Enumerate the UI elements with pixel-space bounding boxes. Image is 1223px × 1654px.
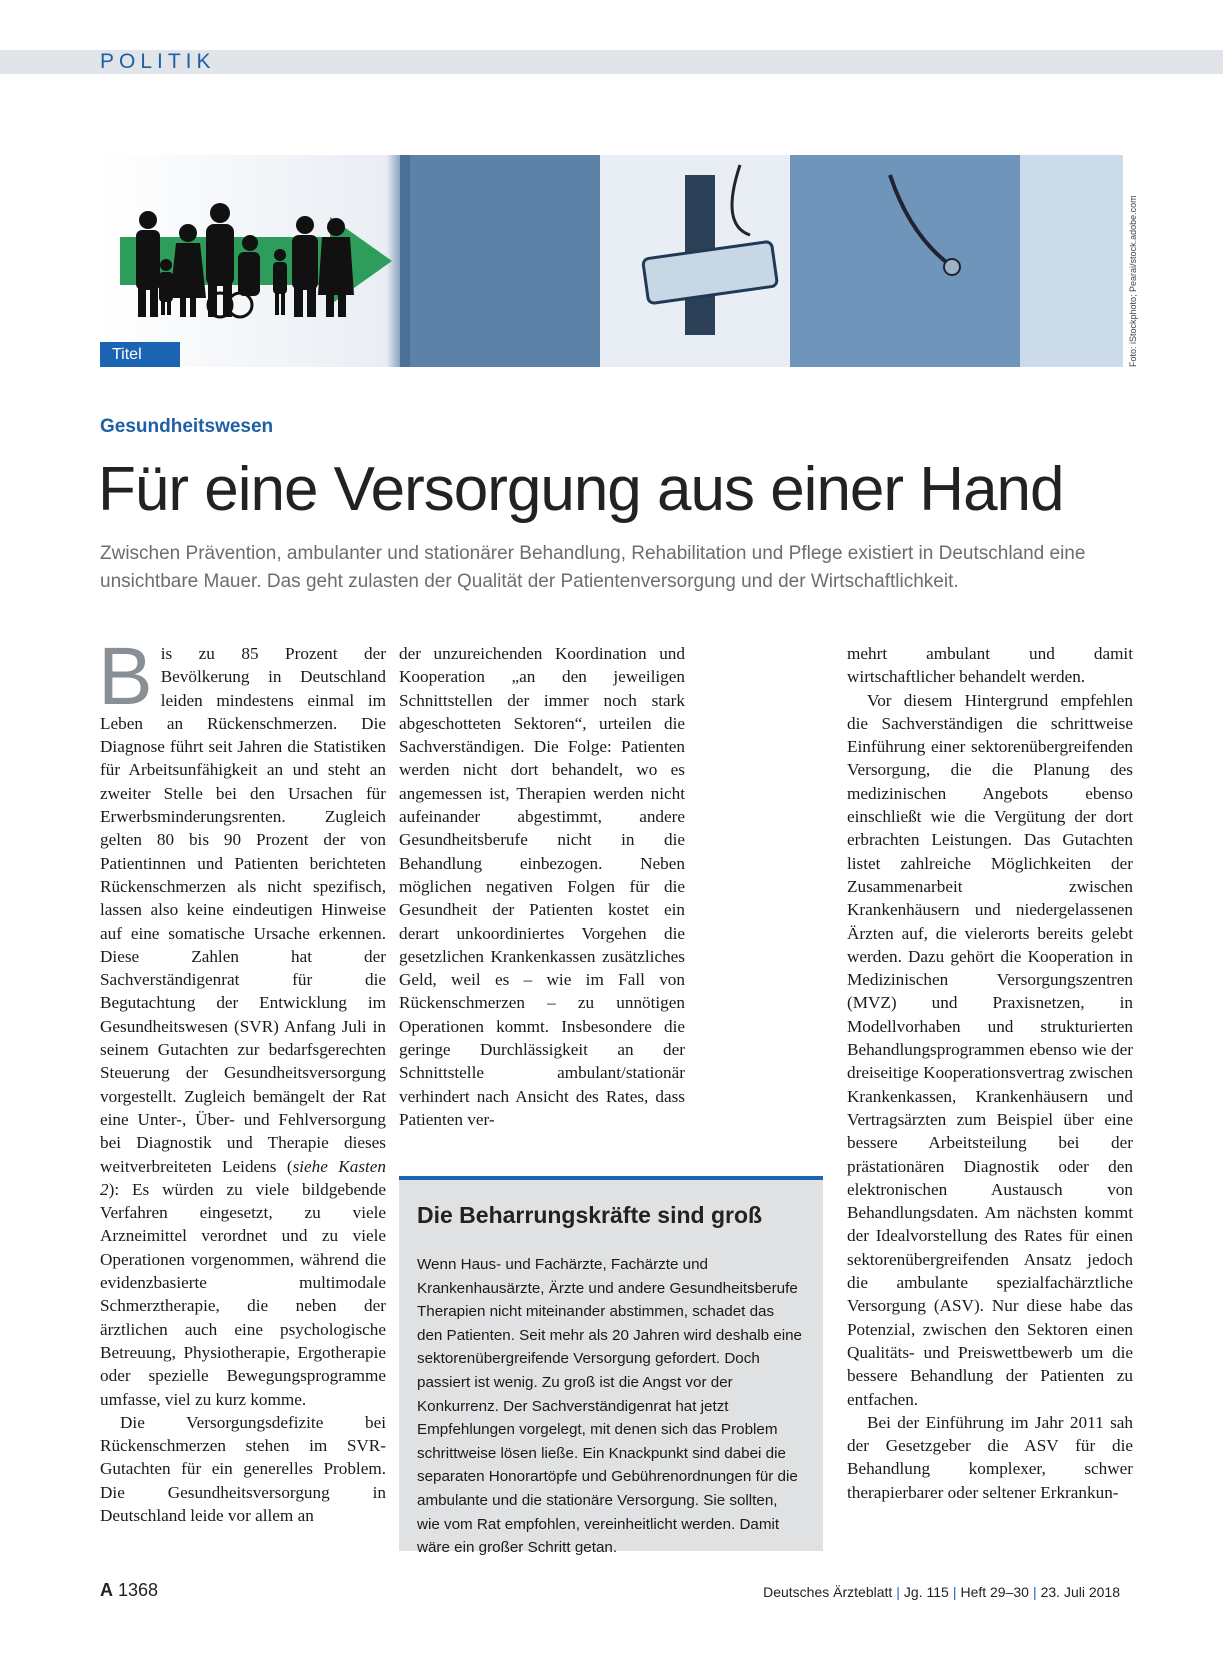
paragraph: Vor diesem Hintergrund empfehlen die Sachverständigen die schrittweise Einführung einer sektorenübergreifenden Versorgung, die die Planung des medizinischen Angebots ebenso einschließt wie die Vergütung der dort erbrachten Leistungen. Das Gutachten listet zahlreiche Möglichkeiten der Zusammenarbeit zwischen Krankenhäusern und niedergelassenen Ärzten auf, die vielerorts bereits gelebt werden. Dazu gehört die Kooperation in Medizinischen Versorgungszentren (MVZ) und Praxisnetzen, in Modellvorhaben und strukturierten Behandlungsprogrammen ebenso wie der dreiseitige Kooperationsvertrag zwischen Krankenkassen, Krankenhäusern und Vertragsärzten zum Beispiel über eine bessere Arbeitsteilung bei der prästationären Diagnostik oder den elektronischen Austausch von Behandlungsdaten. Am nächsten kommt der Idealvorstellung des Rates für einen sektorenübergreifenden Ansatz jedoch die ambulante spezialfachärztliche Versorgung (ASV). Nur diese habe das Potenzial, zwischen den Sektoren einen Qualitäts- und Preiswettbewerb um die bessere Behandlung der Patienten zu entfachen. — [847, 690, 1133, 1409]
article-column-1 — [98, 631, 387, 1527]
article-column-3 — [847, 642, 1133, 1504]
info-box-text: Wenn Haus- und Fachärzte, Fachärzte und Krankenhausärzte, Ärzte und andere Gesundheitsberufe Therapien nicht miteinander abstimmen, schadet das den Patienten. Seit mehr als 20 Jahren wird deshalb eine sektorenübergreifende Versorgung gefordert. Doch passiert ist wenig. Zu groß ist die Angst vor der Konkurrenz. Der Sachverständigenrat hat jetzt Empfehlungen vorgelegt, mit denen sich das Problem schrittweise lösen ließe. Ein Knackpunkt sind dabei die separaten Honorartöpfe und Gebührenordnungen für die ambulante und die stationäre Versorgung. Sie sollten, wie vom Rat empfohlen, vereinheitlicht werden. Damit wäre ein großer Schritt getan. — [417, 1256, 802, 1557]
journal-name: Deutsches Ärzteblatt — [763, 1584, 893, 1600]
issue: Heft 29–30 — [960, 1584, 1029, 1600]
article-deck: Zwischen Prävention, ambulanter und stationärer Behandlung, Rehabilitation und Pflege existiert in Deutschland eine unsichtbare Mauer. Das geht zulasten der Qualität der Patientenversorgung und der Wirtschaftlichkeit. — [100, 543, 1086, 592]
section-label: POLITIK — [100, 50, 216, 73]
info-box-title: Die Beharrungskräfte sind groß — [417, 1202, 763, 1228]
paragraph: Bei der Einführung im Jahr 2011 sah der Gesetzgeber die ASV für die Behandlung komplexer, schwer therapierbarer oder seltener Erkrankun- — [847, 1412, 1133, 1502]
paragraph: Die Versorgungsdefizite bei Rückenschmerzen stehen im SVR-Gutachten für ein generelles Problem. Die Gesundheitsversorgung in Deutschland leide vor allem an — [100, 1412, 386, 1525]
article-kicker: Gesundheitswesen — [100, 416, 274, 437]
dropcap: B — [98, 631, 153, 722]
volume: Jg. 115 — [903, 1584, 949, 1600]
article-headline: Für eine Versorgung aus einer Hand — [98, 455, 1064, 524]
box-reference: siehe Kasten 2 — [100, 1156, 387, 1199]
hero-illustration — [100, 155, 1123, 367]
page-number: A 1368 — [100, 1580, 159, 1600]
date: 23. Juli 2018 — [1040, 1584, 1120, 1600]
paragraph: Bis zu 85 Prozent der Bevölkerung in Deutschland leiden mindestens einmal im Leben an Rückenschmerzen. Die Diagnose führt seit Jahren die Statistiken für Arbeitsunfähigkeit an und steht an zweiter Stelle bei den Ursachen für Erwerbsminderungsrenten. Zugleich gelten 80 bis 90 Prozent der von Patientinnen und Patienten berichteten Rückenschmerzen als nicht spezifisch, lassen also keine eindeutigen Hinweise auf eine somatische Ursache erkennen. Diese Zahlen hat der Sachverständigenrat für die Begutachtung der Entwicklung im Gesundheitswesen (SVR) Anfang Juli in seinem Gutachten zur bedarfsgerechten Steuerung der Gesundheitsversorgung vorgestellt. Zugleich bemängelt der Rat eine Unter-, Über- und Fehlversorgung bei Diagnostik und Therapie dieses weitverbreiteten Leidens (siehe Kasten 2): Es würden zu viele bildgebende Verfahren eingesetzt, zu viele Arzneimittel verordnet und zu viele Operationen vorgenommen, während die evidenzbasierte multimodale Schmerztherapie, die neben der ärztlichen auch eine psychologische Betreuung, Physiotherapie, Ergotherapie oder spezielle Bewegungsprogramme umfasse, viel zu kurz komme. — [98, 631, 387, 1409]
hero-tag: Titel — [100, 342, 180, 367]
medical-staff-photo — [400, 155, 1123, 367]
photo-credit: Foto: iStockphoto; Pearai/stock.adobe.com — [1128, 195, 1138, 367]
article-column-2 — [399, 642, 685, 1131]
info-box — [399, 1176, 823, 1557]
paragraph: mehrt ambulant und damit wirtschaftlicher behandelt werden. — [847, 644, 1133, 687]
footer-citation: Deutsches Ärzteblatt | Jg. 115 | Heft 29–30 | 23. Juli 2018 — [763, 1584, 1120, 1600]
paragraph: der unzureichenden Koordination und Kooperation „an den jeweiligen Schnittstellen der immer noch stark abgeschotteten Sektoren“, urteilen die Sachverständigen. Die Folge: Patienten werden nicht dort behandelt, wo es angemessen ist, Therapien werden nicht aufeinander abgestimmt, andere Gesundheitsberufe nicht in die Behandlung einbezogen. Neben möglichen negativen Folgen für die Gesundheit der Patienten kostet ein derart unkoordiniertes Vorgehen die gesetzlichen Krankenkassen zusätzliches Geld, weil es – wie im Fall von Rückenschmerzen – zu unnötigen Operationen kommt. Insbesondere die geringe Durchlässigkeit an der Schnittstelle ambulant/stationär verhindert nach Ansicht des Rates, dass Patienten ver- — [399, 644, 685, 1129]
hero-image — [100, 155, 1123, 367]
